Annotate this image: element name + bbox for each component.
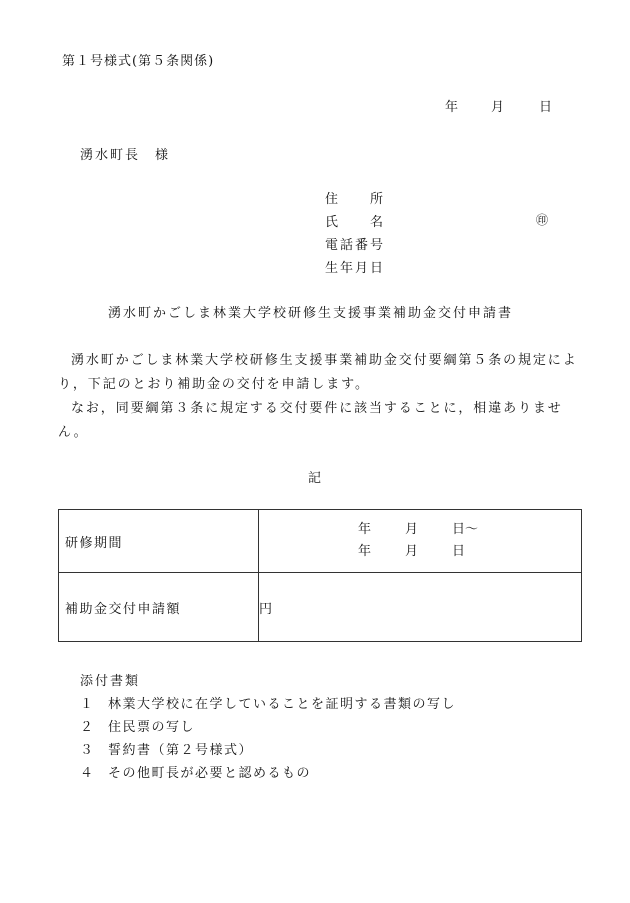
attachment-text: 誓約書（第２号様式） (108, 743, 254, 758)
body-text (58, 349, 578, 445)
date-line (445, 96, 552, 115)
amount-value: 円 (259, 573, 582, 642)
period-start-day: 日～ (452, 522, 479, 537)
table-row-period (59, 510, 582, 573)
period-end-day: 日 (452, 544, 466, 559)
birth-date-label: 生年月日 (325, 261, 386, 276)
address-label: 住 所 (325, 192, 386, 207)
addressee: 湧水町長 様 (80, 148, 171, 163)
date-day: 日 (539, 100, 553, 115)
attachment-number: ２ (80, 720, 95, 735)
attachment-item (80, 762, 311, 781)
period-end (259, 541, 581, 563)
form-number: 第１号様式(第５条関係) (62, 54, 215, 69)
attachment-item (80, 693, 456, 712)
body-paragraph-2: なお，同要綱第３条に規定する交付要件に該当することに，相違ありません。 (58, 401, 563, 440)
attachment-text: 住民票の写し (108, 720, 196, 735)
period-start (259, 519, 581, 541)
detail-table (58, 509, 582, 642)
document-title: 湧水町かごしま林業大学校研修生支援事業補助金交付申請書 (108, 306, 514, 321)
attachments-title: 添付書類 (80, 674, 141, 689)
date-month: 月 (491, 100, 505, 115)
period-start-month: 月 (405, 522, 419, 537)
attachment-number: １ (80, 697, 95, 712)
attachment-text: その他町長が必要と認めるもの (108, 766, 312, 781)
phone-label: 電話番号 (325, 238, 386, 253)
date-year: 年 (445, 100, 459, 115)
period-end-year: 年 (358, 544, 372, 559)
attachment-item (80, 739, 253, 758)
period-value (259, 510, 582, 573)
name-label: 氏 名 (325, 215, 386, 230)
seal-mark: ㊞ (536, 213, 549, 227)
attachment-text: 林業大学校に在学していることを証明する書類の写し (108, 697, 457, 712)
body-paragraph-1: 湧水町かごしま林業大学校研修生支援事業補助金交付要綱第５条の規定により，下記のとおり補助金の交付を申請します。 (58, 353, 578, 392)
attachment-number: ３ (80, 743, 95, 758)
attachment-item (80, 716, 195, 735)
period-label: 研修期間 (59, 510, 259, 573)
period-end-month: 月 (405, 544, 419, 559)
period-start-year: 年 (358, 522, 372, 537)
table-row-amount (59, 573, 582, 642)
ki-heading: 記 (308, 471, 322, 486)
attachment-number: ４ (80, 766, 95, 781)
amount-label: 補助金交付申請額 (59, 573, 259, 642)
